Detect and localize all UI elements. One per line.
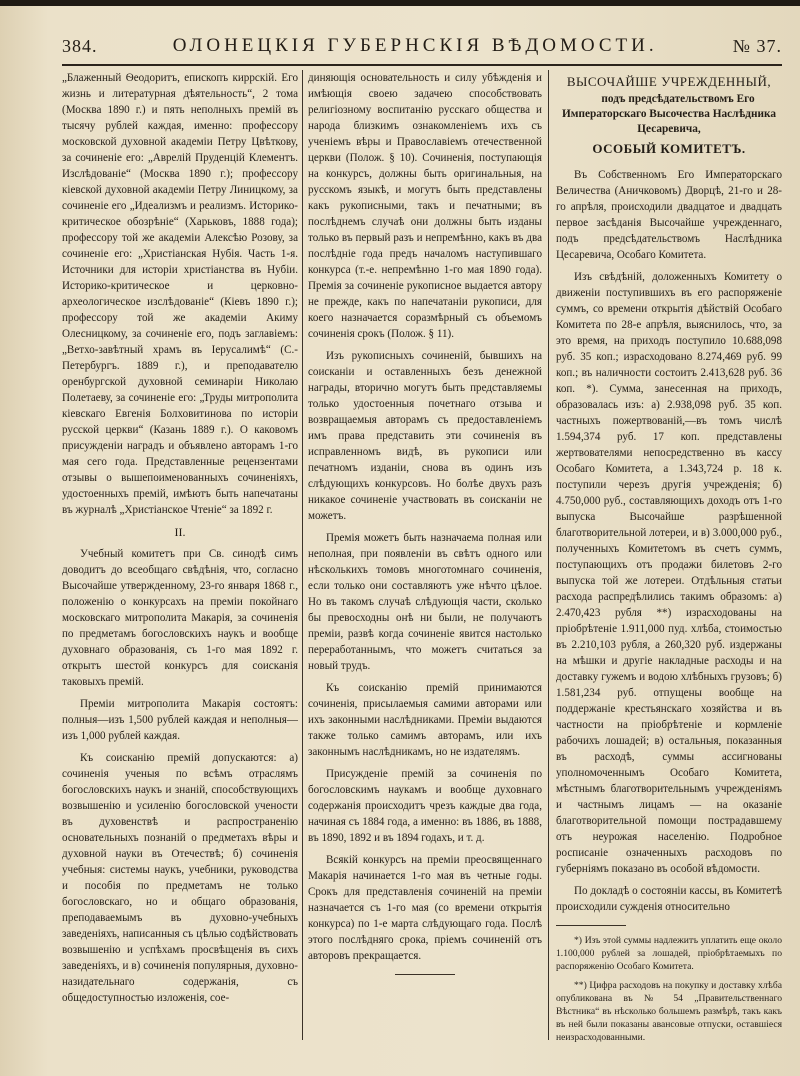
footnote-2: **) Цифра расходовъ на покупку и доставку хлѣба опубликована въ № 54 „Правительственнаго Вѣстника“ въ нѣсколько большемъ размѣрѣ, такъ какъ въ ней были показаны авансовые отпуски, оставшіеся неизрасходованными. <box>556 980 782 1043</box>
committee-subheading: подъ предсѣдательствомъ Его Императорскаго Высочества Наслѣдника Цесаревича, <box>562 93 776 135</box>
col2-paragraph-5: Присужденіе премій за сочиненія по богословскимъ наукамъ и вообще духовнаго содержанія происходитъ чрезъ каждые два года, начиная съ 1884 года, а именно: въ 1886, въ 1888, въ 1890, 1892 и въ 1894 годахъ, и т. д. <box>308 768 542 844</box>
page-top-edge <box>0 0 800 6</box>
col2-paragraph-3: Премія можетъ быть назначаема полная или неполная, при появленіи въ свѣтъ одного или нѣсколькихъ томовъ многотомнаго сочиненія, если только они составляютъ уже нѣчто цѣлое. Но въ такомъ случаѣ слѣдующія части, сколько бы превосходны онѣ ни были, не получаютъ преміи, развѣ когда сочиненіе явится настолько переработаннымъ, что можетъ считаться за новый трудъ. <box>308 532 542 672</box>
col1-paragraph-2: Учебный комитетъ при Св. синодѣ симъ доводитъ до всеобщаго свѣдѣнія, что, согласно Высочайше утвержденному, 23-го января 1868 г., положенію о конкурсахъ на преміи покойнаго московскаго митрополита Макарія, за сочиненія по предметамъ богословскихъ наукъ и вообще духовнаго образованія, съ 1-го мая 1892 г. открытъ шестой конкурсъ для соисканія таковыхъ премій. <box>62 548 298 688</box>
section-end-rule <box>395 974 455 975</box>
newspaper-title: ОЛОНЕЦКІЯ ГУБЕРНСКІЯ ВѢДОМОСТИ. <box>172 35 658 56</box>
column-2 <box>308 70 542 1060</box>
page-header <box>62 28 782 66</box>
col2-paragraph-2: Изъ рукописныхъ сочиненій, бывшихъ на соисканіи и оставленныхъ безъ денежной награды, вторично могутъ быть представляемы только удостоенныя почетнаго отзыва и возвращаемыя авторамъ съ предоставленіемъ имъ права представить эти сочиненія въ исправленномъ видѣ, въ рукописи или печатномъ изданіи, снова въ одинъ изъ слѣдующихъ конкурсовъ. Но болѣе двухъ разъ никакое сочиненіе участвовать въ соисканіи не можетъ. <box>308 350 542 522</box>
section-number: II. <box>174 525 186 539</box>
col1-paragraph-4: Къ соисканію премій допускаются: а) сочиненія ученыя по всѣмъ отраслямъ богословскихъ наукъ и знаній, способствующихъ возвышенію и усиленію богословской учености въ духовенствѣ и распространенію основательныхъ познаній о предметахъ вѣры и духовной науки въ Отечествѣ; б) сочиненія учебныя: системы наукъ, учебники, руководства и пособія по предметамъ не только богословскаго, но и общаго образованія, преподаваемымъ въ духовно-учебныхъ заведеніяхъ, написанныя съ цѣлью содѣйствовать возвышенію и успѣхамъ просвѣщенія въ сихъ заведеніяхъ, и в) сочиненія популярныя, духовно-назидательнаго содержанія, съ общедоступностью изложенія, сое- <box>62 752 298 1004</box>
col3-paragraph-1: Въ Собственномъ Его Императорскаго Величества (Аничковомъ) Дворцѣ, 21-го и 28-го апрѣля, происходили двадцатое и двадцать первое засѣданія Высочайше учрежденнаго, подъ предсѣдательствомъ Наслѣдника Цесаревича, Особаго Комитета. <box>556 169 782 261</box>
col3-paragraph-3: По докладѣ о состояніи кассы, въ Комитетѣ происходили сужденія относительно <box>556 885 782 913</box>
footnote-1: *) Изъ этой суммы надлежитъ уплатить еще около 1.100,000 рублей за лошадей, пріобрѣтаемыхъ по распоряженію Особаго Комитета. <box>556 935 782 972</box>
footnote-rule <box>556 925 626 926</box>
column-divider-2 <box>548 70 549 1040</box>
issue-number: № 37. <box>732 35 782 56</box>
col1-paragraph-3: Преміи митрополита Макарія состоятъ: полныя—изъ 1,500 рублей каждая и неполныя—изъ 1,000 рублей каждая. <box>62 698 298 742</box>
col2-paragraph-1: диняющія основательность и силу убѣжденія и имѣющія своею задачею способствовать религіозному воспитанію русскаго общества и народа близкимъ ознакомленіемъ ихъ съ ученіемъ вѣры и Православіемъ отечественной церкви (Полож. § 10). Сочиненія, поступающія на конкурсъ, должны быть оригинальныя, на русскомъ языкѣ, и могутъ быть представлены какъ рукописными, такъ и печатными; въ послѣднемъ случаѣ они должны быть изданы только въ первый разъ и непремѣнно, какъ въ два послѣдніе года предъ началомъ наступившаго конкурса (т.-е. непремѣнно 1-го мая 1890 года). Премія за сочиненіе рукописное выдается автору не прежде, какъ по напечатаніи рукописи, для коего назначается соразмѣрный съ объемомъ сочиненія срокъ (Полож. § 11). <box>308 72 542 340</box>
column-1 <box>62 70 298 1060</box>
committee-heading: ВЫСОЧАЙШЕ УЧРЕЖДЕННЫЙ, <box>566 74 772 89</box>
page-number: 384. <box>62 35 98 56</box>
col2-paragraph-4: Къ соисканію премій принимаются сочиненія, присылаемыя самими авторами или ихъ законными наслѣдниками. Преміи выдаются также только самимъ авторамъ, или ихъ законнымъ наслѣдникамъ, но не издателямъ. <box>308 682 542 758</box>
col2-paragraph-6: Всякій конкурсъ на преміи преосвященнаго Макарія начинается 1-го мая въ четные годы. Срокъ для представленія сочиненій на преміи назначается съ 1-го мая (со времени открытія конкурса) по 1-е марта слѣдующаго года. Послѣ этого послѣдняго срока, пріемъ сочиненій отъ авторовъ прекращается. <box>308 854 542 962</box>
col1-paragraph-1: „Блаженный Ѳеодоритъ, епископъ киррскій. Его жизнь и литературная дѣятельность“, 2 тома (Москва 1890 г.) и пять неполныхъ премій въ тысячу рублей каждая, именно: профессору московской духовной академіи Петру Цвѣткову, за сочиненіе его: „Аврелій Пруденцій Клементъ. Изслѣдованіе“ (Москва 1890 г.); профессору кіевской духовной академіи Петру Линицкому, за сочиненіе его „Идеализмъ и реализмъ. Историко-критическое обозрѣніе“ (Харьковъ, 1888 года); профессору той же академіи Алексѣю Розову, за сочиненіе его: „Христіанская Нубія. Часть 1-я. Источники для исторіи христіанства въ Нубіи. Историко-критическое и церковно-археологическое изслѣдованіе“ (Кіевъ 1890 г.); профессору той же академіи Акиму Олесницкому, за сочиненіе его, подъ заглавіемъ: „Ветхо-завѣтный храмъ въ Іерусалимѣ“ (С.-Петербургъ. 1889 г.), и преподавателю оренбургской духовной семинаріи Николаю Полетаеву, за сочиненіе его: „Труды митрополита кіевскаго Евгенія Болховитинова по исторіи русской церкви“ (Казань 1889 г.). О каковомъ присужденіи наградъ и объявлено авторамъ 1-го мая сего года. Представленные рецензентами отзывы о вышепоименованныхъ сочиненіяхъ, удостоенныхъ премій, имѣютъ быть напечатаны въ журналѣ „Христіанское Чтеніе“ за 1892 г. <box>62 72 298 516</box>
col3-paragraph-2: Изъ свѣдѣній, доложенныхъ Комитету о движеніи поступившихъ въ его распоряженіе суммъ, со времени открытія дѣйствій Особаго Комитета по 28-е апрѣля, выяснилось, что, за это время, на приходъ поступило 10.688,098 руб. 35 коп.; израсходовано 8.274,469 руб. 99 коп.; въ наличности состоитъ 2.413,628 руб. 36 коп. *). Сумма, занесенная на приходъ, образовалась изъ: а) 2.938,098 руб. 35 коп. частныхъ пожертвованій,—въ томъ числѣ 1.594,374 руб. 17 коп. представлены жертвователями непосредственно въ кассу Особаго Комитета, а 1.343,724 р. 18 к. поступили черезъ другія учрежденія; б) 4.750,000 руб., составляющихъ доходъ отъ 1-го выпуска Высочайше разрѣшенной благотворительной лотереи, и в) 3.000,000 руб., полученныхъ Комитетомъ въ счетъ суммъ, поступающихъ отъ продажи билетовъ 2-го выпуска той же лотереи. Отдѣльныя статьи расхода распредѣлились такимъ образомъ: а) 2.470,423 рубля **) израсходованы на пріобрѣтеніе 1.911,000 пуд. хлѣба, стоимостью въ 2.210,103 рубля, а 260,320 руб. издержаны на мѣшки и другіе накладные расходы и на доставку гужемъ и водою хлѣбныхъ грузовъ; б) 1.581,234 руб. отпущены вообще на поддержаніе крестьянскаго хозяйства и въ частности на пріобрѣтеніе и кормленіе рабочихъ лошадей; в) остальныя, показанныя въ расходѣ, суммы ассигнованы уполномоченнымъ Особаго Комитета, мѣстнымъ благотворительнымъ учрежденіямъ и частнымъ лицамъ — на оказаніе благотворительной помощи пострадавшему отъ неурожая населенію. Подробное росписаніе означенныхъ расходовъ по губерніямъ показано въ особой вѣдомости. <box>556 271 782 875</box>
committee-title: ОСОБЫЙ КОМИТЕТЪ. <box>592 141 746 156</box>
column-divider-1 <box>302 70 303 1040</box>
column-3 <box>556 70 782 1060</box>
